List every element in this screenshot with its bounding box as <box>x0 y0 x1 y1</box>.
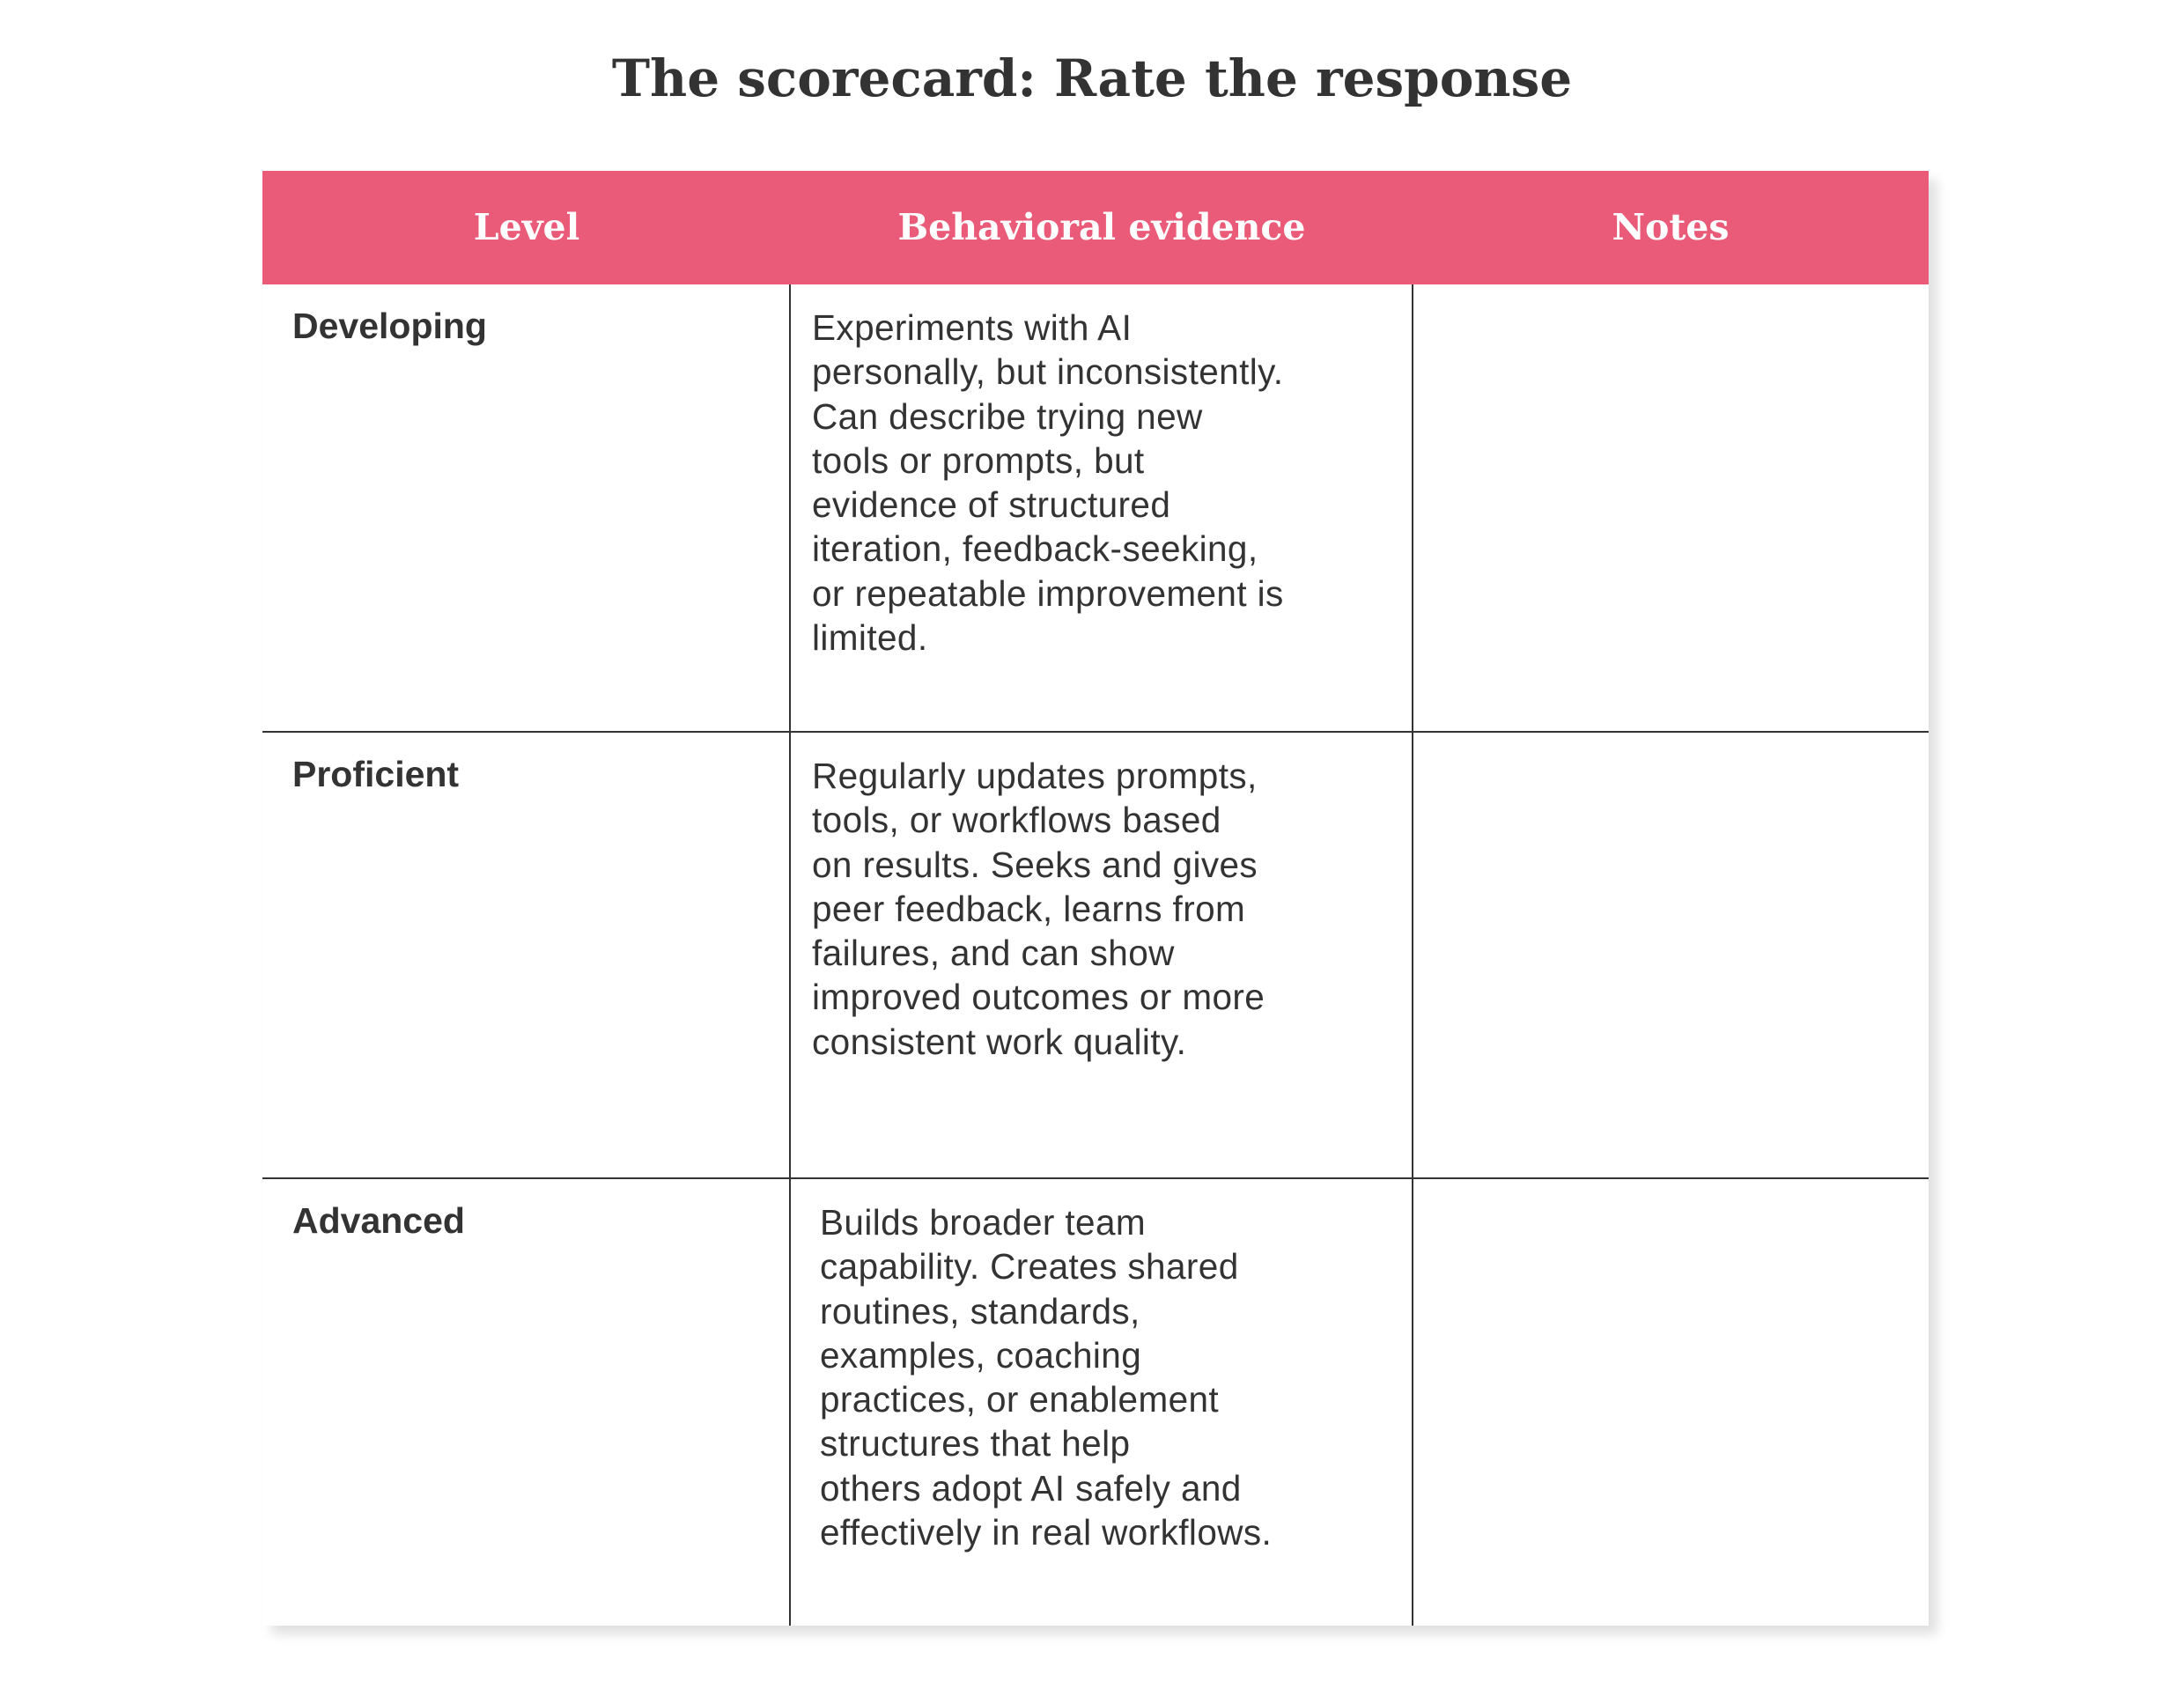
evidence-line: on results. Seeks and gives <box>812 844 1258 885</box>
column-divider <box>789 284 791 1626</box>
evidence-line: peer feedback, learns from <box>812 888 1246 929</box>
evidence-line: structures that help <box>820 1423 1131 1464</box>
table-header-row <box>262 171 1929 284</box>
evidence-line: tools or prompts, but <box>812 439 1145 481</box>
evidence-line: consistent work quality. <box>812 1021 1187 1062</box>
notes-cell[interactable] <box>1413 284 1929 731</box>
header-level: Level <box>473 206 580 248</box>
evidence-text <box>812 306 1411 660</box>
evidence-line: practices, or enablement <box>820 1379 1220 1420</box>
table-row-proficient <box>262 731 1929 1179</box>
evidence-line: Experiments with AI <box>812 307 1133 348</box>
evidence-text <box>820 1200 1419 1554</box>
evidence-line: personally, but inconsistently. <box>812 351 1284 393</box>
evidence-text <box>812 754 1411 1064</box>
column-divider <box>1412 284 1413 1626</box>
evidence-line: Regularly updates prompts, <box>812 756 1258 796</box>
evidence-line: iteration, feedback-seeking, <box>812 528 1258 570</box>
level-label: Developing <box>292 306 487 346</box>
table-row-developing <box>262 284 1929 731</box>
evidence-line: routines, standards, <box>820 1290 1140 1332</box>
evidence-line: others adopt AI safely and <box>820 1467 1242 1509</box>
level-label: Advanced <box>292 1200 465 1241</box>
header-behavioral-evidence: Behavioral evidence <box>897 206 1306 248</box>
evidence-line: improved outcomes or more <box>812 977 1265 1018</box>
header-notes: Notes <box>1612 206 1730 248</box>
page-title: The scorecard: Rate the response <box>611 48 1573 108</box>
table-row-advanced <box>262 1177 1929 1626</box>
evidence-line: failures, and can show <box>812 933 1175 974</box>
notes-cell[interactable] <box>1413 1179 1929 1626</box>
level-label: Proficient <box>292 754 460 794</box>
evidence-line: examples, coaching <box>820 1334 1142 1376</box>
evidence-line: capability. Creates shared <box>820 1246 1239 1287</box>
evidence-line: evidence of structured <box>812 484 1171 526</box>
evidence-line: limited. <box>812 617 928 659</box>
evidence-line: Can describe trying new <box>812 395 1203 437</box>
evidence-line: effectively in real workflows. <box>820 1512 1273 1553</box>
scorecard-table <box>262 171 1929 1626</box>
evidence-line: Builds broader team <box>820 1202 1147 1243</box>
notes-cell[interactable] <box>1413 733 1929 1179</box>
evidence-line: tools, or workflows based <box>812 800 1221 841</box>
evidence-line: or repeatable improvement is <box>812 572 1284 614</box>
